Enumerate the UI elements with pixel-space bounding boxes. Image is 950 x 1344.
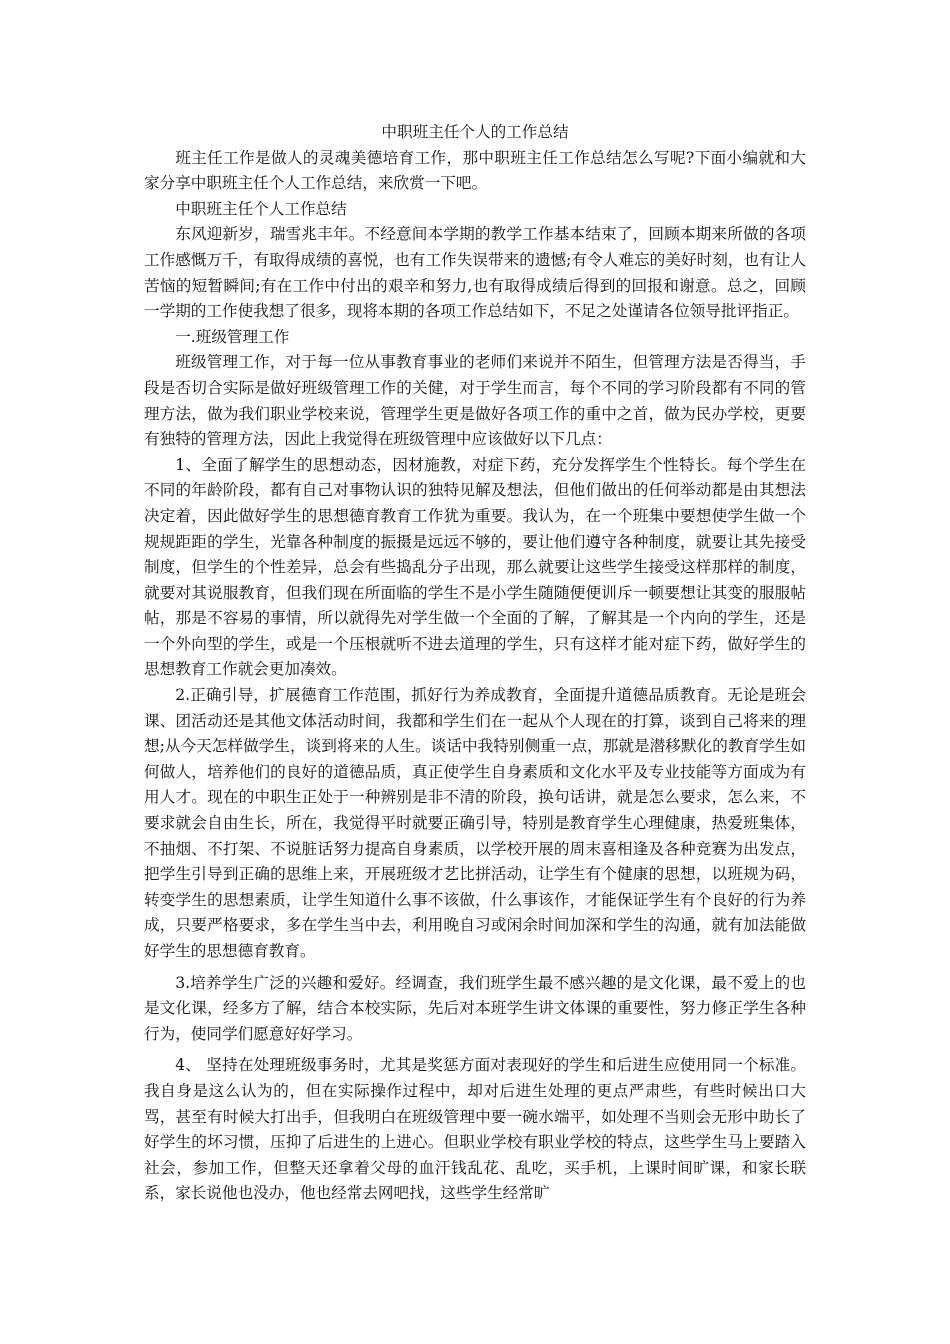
document-title: 中职班主任个人的工作总结 — [381, 123, 569, 141]
point-2-paragraph: 2.正确引导，扩展德育工作范围，抓好行为养成教育，全面提升道德品质教育。无论是班会课、团活动还是其他文体活动时间，我都和学生们在一起从个人现在的打算，谈到自己将来的理想;从今天怎样做学生，谈到将来的人生。谈话中我特别侧重一点，那就是潜移默化的教育学生如何做人，培养他们的良好的道德品质，真正使学生自身素质和文化水平及专业技能等方面成为有用人才。现在的中职生正处于一种辨别是非不清的阶段，换句话讲，就是怎么要求，怎么来，不要求就会自由生长，所在，我觉得平时就要正确引导，特别是教育学生心理健康，热爱班集体，不抽烟、不打架、不说脏话努力提高自身素质，以学校开展的周末喜相逢及各种竞赛为出发点，把学生引导到正确的思维上来，开展班级才艺比拼活动，让学生有个健康的思想，以班规为码，转变学生的思想素质，让学生知道什么事不该做，什么事该作，才能保证学生有个良好的行为养成，只要严格要求，多在学生当中去，利用晚自习或闲余时间加深和学生的沟通，就有加法能做好学生的思想德育教育。 — [144, 686, 806, 960]
intro-paragraph: 班主任工作是做人的灵魂美德培育工作，那中职班主任工作总结怎么写呢?下面小编就和大家分享中职班主任个人工作总结，来欣赏一下吧。 — [144, 148, 806, 193]
section-heading: 中职班主任个人工作总结 — [175, 199, 347, 218]
point-1-paragraph: 1、全面了解学生的思想动态，因材施教，对症下药，充分发挥学生个性特长。每个学生在不同的年龄阶段，都有自己对事物认识的独特见解及想法，但他们做出的任何举动都是由其想法决定着，因此做好学生的思想德育教育工作犹为重要。我认为，在一个班集中要想使学生做一个规规距距的学生，光靠各种制度的振摄是远远不够的，要让他们遵守各种制度，就要让其先接受制度，但学生的个性差异，总会有些捣乱分子出现，那么就要让这些学生接受这样那样的制度，就要对其说服教育，但我们现在所面临的学生不是小学生随随便便训斥一顿要想让其变的服服帖帖，那是不容易的事情，所以就得先对学生做一个全面的了解，了解其是一个内向的学生，还是一个外向型的学生，或是一个压根就听不进去道理的学生，只有这样才能对症下药，做好学生的思想教育工作就会更加凑效。 — [144, 455, 806, 679]
point-4-paragraph: 4、 坚持在处理班级事务时，尤其是奖惩方面对表现好的学生和后进生应使用同一个标准。我自身是这么认为的，但在实际操作过程中，却对后进生处理的更点严肃些，有些时候出口大骂，甚至有时候大打出手，但我明白在班级管理中要一碗水端平，如处理不当则会无形中助长了好学生的坏习惯，压抑了后进生的上进心。但职业学校有职业学校的特点，这些学生马上要踏入社会，参加工作，但整天还拿着父母的血汗钱乱花、乱吃，买手机，上课时间旷课，和家长联系，家长说他也没办，他也经常去网吧找，这些学生经常旷 — [144, 1056, 806, 1203]
point-3-paragraph: 3.培养学生广泛的兴趣和爱好。经调查，我们班学生最不感兴趣的是文化课，最不爱上的也是文化课，经多方了解，结合本校实际，先后对本班学生讲文体课的重要性，努力修正学生各种行为，使同学们愿意好好学习。 — [144, 973, 806, 1043]
class-management-paragraph: 班级管理工作，对于每一位从事教育事业的老师们来说并不陌生，但管理方法是否得当，手段是否切合实际是做好班级管理工作的关健，对于学生而言，每个不同的学习阶段都有不同的管理方法，做为我们职业学校来说，管理学生更是做好各项工作的重中之首，做为民办学校，更要有独特的管理方法，因此上我觉得在班级管理中应该做好以下几点： — [144, 353, 806, 449]
section-heading-class-management: 一.班级管理工作 — [175, 327, 290, 346]
opening-paragraph: 东风迎新岁，瑞雪兆丰年。不经意间本学期的教学工作基本结束了，回顾本期来所做的各项工作感慨万千，有取得成绩的喜悦，也有工作失误带来的遗憾;有令人难忘的美好时刻，也有让人苦恼的短暂瞬间;有在工作中付出的艰辛和努力,也有取得成绩后得到的回报和谢意。总之，回顾一学期的工作使我想了很多，现将本期的各项工作总结如下，不足之处谨请各位领导批评指正。 — [144, 225, 806, 321]
document-page — [144, 120, 806, 1207]
